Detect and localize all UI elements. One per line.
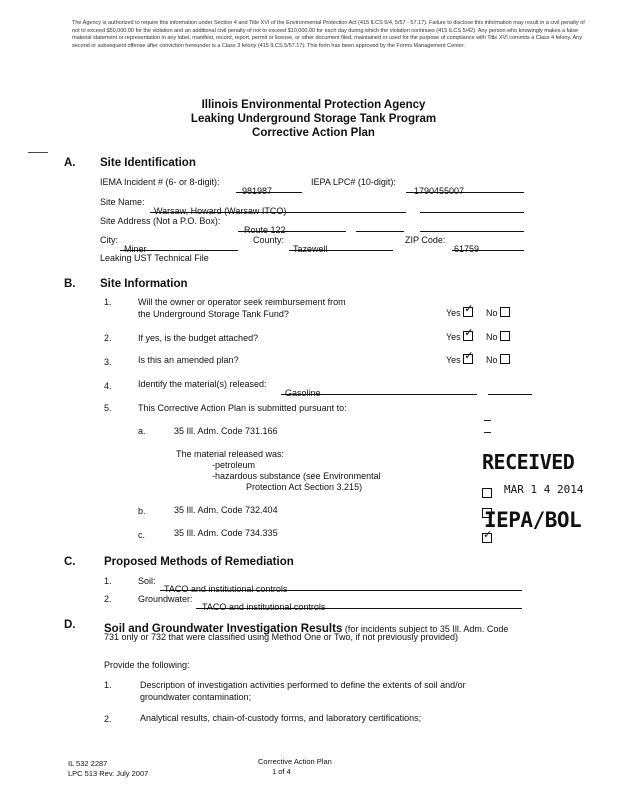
- section-d-note-line2: 731 only or 732 that were classified using Method One or Two, if not previously provided): [104, 632, 459, 642]
- city-value: Miner: [124, 244, 147, 254]
- q2-no-checkbox[interactable]: [500, 331, 510, 341]
- provide-following: Provide the following:: [104, 660, 190, 670]
- option-a-letter: a.: [138, 426, 146, 436]
- q3-yes-checkmark: ✓: [464, 350, 474, 362]
- q1-no-label: No: [486, 308, 498, 318]
- site-name-extra-line: [420, 195, 524, 213]
- d1-number: 1.: [104, 680, 112, 690]
- q2-yes-checkmark: ✓: [464, 327, 474, 339]
- stamp-checkbox-1-box: [482, 488, 492, 498]
- county-field[interactable]: [289, 233, 393, 254]
- option-a-text: 35 Ill. Adm. Code 731.166: [174, 426, 278, 436]
- margin-dash: [28, 152, 48, 153]
- material-extra-line: [488, 377, 532, 395]
- stamp-checkbox-1[interactable]: [482, 484, 492, 502]
- d2-number: 2.: [104, 714, 112, 724]
- county-label: County:: [253, 235, 285, 245]
- q1-number: 1.: [104, 297, 112, 307]
- section-c-title: Proposed Methods of Remediation: [104, 556, 294, 568]
- zip-label: ZIP Code:: [405, 235, 446, 245]
- section-d-note-line1: (for incidents subject to 35 Ill. Adm. Code: [342, 624, 509, 634]
- section-d-title: Soil and Groundwater Investigation Results: [104, 623, 343, 635]
- address-label: Site Address (Not a P.O. Box):: [100, 216, 221, 226]
- option-c-checkmark: ✓: [483, 529, 493, 541]
- q2-number: 2.: [104, 333, 112, 343]
- technical-file-label: Leaking UST Technical File: [100, 253, 209, 263]
- q3-no-checkbox[interactable]: [500, 354, 510, 364]
- q4-number: 4.: [104, 381, 112, 391]
- q1-no-checkbox[interactable]: [500, 307, 510, 317]
- incident-field[interactable]: [236, 175, 302, 196]
- address-extra-line-1: [356, 214, 404, 232]
- q3-yes-checkbox[interactable]: [463, 350, 474, 364]
- q2-yes-checkbox[interactable]: [463, 327, 474, 341]
- option-b-letter: b.: [138, 506, 146, 516]
- q3-no-label: No: [486, 355, 498, 365]
- q2-no-option[interactable]: [486, 331, 510, 342]
- legal-notice: The Agency is authorized to require this information under Section 4 and Title XVI of the Environmental Protection Act (415 ILCS 5/4, 5/57 - 57.17). Failure to disclose this information may result in a civil penalty of not to exceed $50,000.00 for the violation and an additional civil penalty of not to exceed $10,000.00 for each day during which the violation continues (415 ILCS 5/42). Any person who knowingly makes a false material statement or representation in any label, manifest, record, report, permit or license, or other document filed, maintained or used for the purpose of compliance with Title XVI commits a Class 4 felony. Any second or subsequent offense after conviction hereunder is a Class 3 felony (415 ILCS 5/57.17). This form has been approved by the Forms Management Center.: [72, 20, 585, 49]
- incident-value: 981987: [242, 186, 273, 196]
- option-b-text: 35 Ill. Adm. Code 732.404: [174, 505, 278, 515]
- q1-yes-label: Yes: [446, 308, 461, 318]
- q1-text-line2: the Underground Storage Tank Fund?: [138, 309, 289, 319]
- d1-text-line2: groundwater contamination;: [140, 692, 252, 702]
- q1-yes-checkbox[interactable]: [463, 303, 474, 317]
- option-a-mark-1: [484, 420, 491, 421]
- groundwater-value: TACO and institutional controls: [202, 602, 326, 612]
- stamp-office: IEPA/BOL: [484, 508, 582, 532]
- q3-text: Is this an amended plan?: [138, 355, 239, 365]
- groundwater-label: Groundwater:: [138, 594, 193, 604]
- material-value: Gasoline: [285, 388, 321, 398]
- section-b-letter: B.: [64, 278, 76, 290]
- document-title: Corrective Action Plan: [252, 127, 375, 139]
- section-c-letter: C.: [64, 556, 76, 568]
- incident-label: IEMA Incident # (6- or 8-digit):: [100, 177, 220, 187]
- form-number: IL 532 2287: [68, 759, 108, 768]
- soil-number: 1.: [104, 576, 112, 586]
- site-name-label: Site Name:: [100, 197, 145, 207]
- q3-number: 3.: [104, 357, 112, 367]
- soil-field[interactable]: [160, 573, 522, 594]
- city-label: City:: [100, 235, 118, 245]
- q1-text-line1: Will the owner or operator seek reimbursement from: [138, 297, 346, 307]
- option-c-text: 35 Ill. Adm. Code 734.335: [174, 528, 278, 538]
- q3-no-option[interactable]: [486, 354, 510, 365]
- option-c-letter: c.: [138, 530, 146, 540]
- d1-text-line1: Description of investigation activities performed to define the extents of soil and/or: [140, 680, 466, 690]
- lpc-field[interactable]: [406, 175, 524, 196]
- address-extra-line-2: [420, 214, 524, 232]
- footer-doc-title: Corrective Action Plan: [258, 757, 332, 766]
- released-hazardous: -hazardous substance (see Environmental: [212, 471, 381, 481]
- option-c-checkbox[interactable]: [482, 529, 492, 547]
- address-value: Route 122: [244, 225, 286, 235]
- q1-yes-checkmark: ✓: [464, 303, 474, 315]
- q2-text: If yes, is the budget attached?: [138, 333, 259, 343]
- site-name-field[interactable]: [150, 195, 406, 216]
- section-a-title: Site Identification: [100, 157, 196, 169]
- released-petroleum: -petroleum: [212, 460, 256, 470]
- section-b-title: Site Information: [100, 278, 188, 290]
- q2-yes-option[interactable]: [446, 327, 474, 342]
- material-field[interactable]: [281, 377, 477, 398]
- q2-no-label: No: [486, 332, 498, 342]
- option-a-mark-2: [484, 432, 491, 433]
- released-intro: The material released was:: [176, 449, 285, 459]
- groundwater-field[interactable]: [196, 591, 522, 612]
- county-value: Tazewell: [293, 244, 328, 254]
- q5-text: This Corrective Action Plan is submitted pursuant to:: [138, 403, 347, 413]
- lpc-revision: LPC 513 Rev. July 2007: [68, 769, 149, 778]
- lpc-value: 1790455007: [414, 186, 465, 196]
- stamp-date: MAR 1 4 2014: [504, 483, 584, 496]
- program-title: Leaking Underground Storage Tank Program: [190, 113, 437, 125]
- q1-yes-option[interactable]: [446, 303, 474, 318]
- page-number: 1 of 4: [272, 767, 291, 776]
- section-a-letter: A.: [64, 157, 76, 169]
- q2-yes-label: Yes: [446, 332, 461, 342]
- agency-title: Illinois Environmental Protection Agency: [201, 99, 426, 111]
- received-stamp: RECEIVED: [482, 450, 575, 474]
- zip-value: 61759: [454, 244, 480, 254]
- lpc-label: IEPA LPC# (10-digit):: [311, 177, 396, 187]
- address-field[interactable]: [238, 214, 346, 235]
- q5-number: 5.: [104, 403, 112, 413]
- site-name-value: Warsaw, Howard (Warsaw ITCO): [154, 206, 287, 216]
- d2-text: Analytical results, chain-of-custody forms, and laboratory certifications;: [140, 713, 422, 723]
- q3-yes-option[interactable]: [446, 350, 474, 365]
- groundwater-number: 2.: [104, 594, 112, 604]
- q1-no-option[interactable]: [486, 307, 510, 318]
- soil-value: TACO and institutional controls: [164, 584, 288, 594]
- option-c-checkbox-box: [482, 529, 493, 543]
- section-d-letter: D.: [64, 619, 76, 631]
- soil-label: Soil:: [138, 576, 156, 586]
- released-hazardous-cont: Protection Act Section 3.215): [246, 482, 363, 492]
- city-field[interactable]: [120, 233, 238, 254]
- q4-text: Identify the material(s) released:: [138, 379, 267, 389]
- q3-yes-label: Yes: [446, 355, 461, 365]
- zip-field[interactable]: [452, 233, 524, 254]
